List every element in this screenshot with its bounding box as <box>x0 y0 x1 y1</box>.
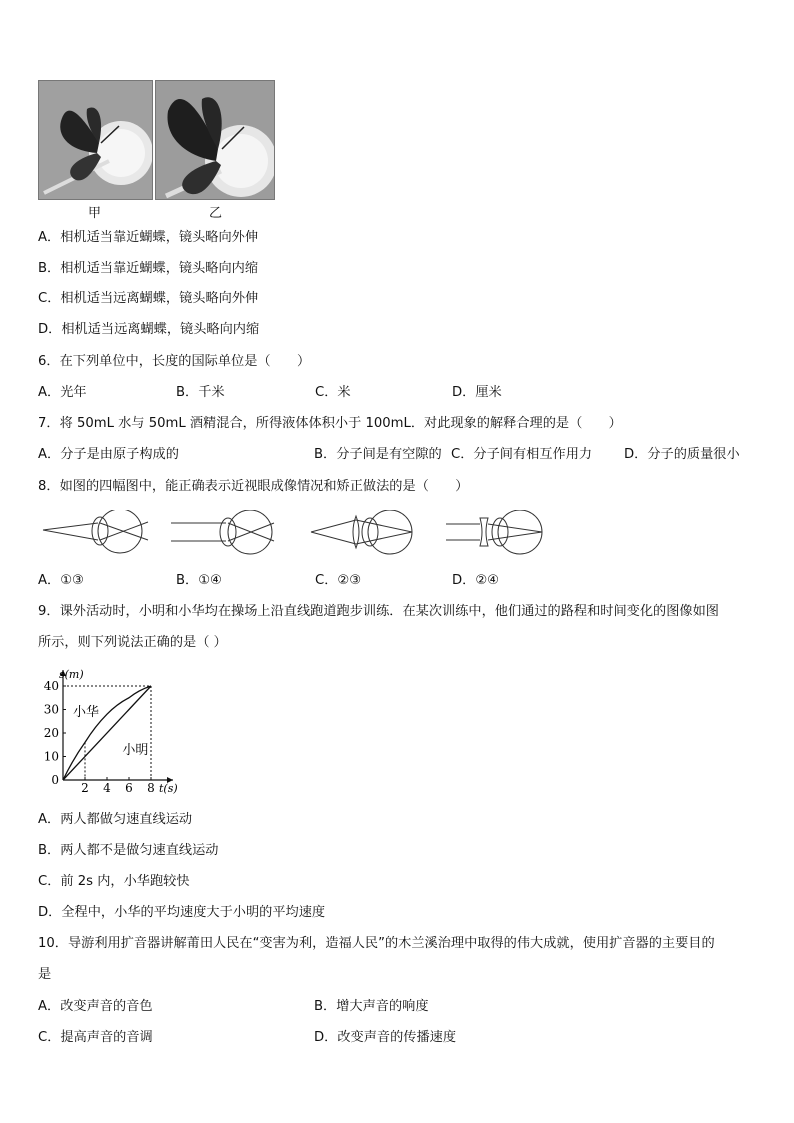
q8-stem: 8．如图的四幅图中，能正确表示近视眼成像情况和矫正做法的是（ ） <box>38 479 469 494</box>
q6-stem: 6．在下列单位中，长度的国际单位是（ ） <box>38 354 311 369</box>
x-tick-label: 6 <box>125 781 133 795</box>
q8-option-b: B．①④ <box>176 573 222 588</box>
y-axis-label: s(m) <box>59 668 84 681</box>
q7-option-c: C．分子间有相互作用力 <box>451 447 593 462</box>
caption-yi: 乙 <box>209 206 223 221</box>
q5-option-b: B．相机适当靠近蝴蝶，镜头略向内缩 <box>38 261 259 276</box>
q10-option-b: B．增大声音的响度 <box>314 999 429 1014</box>
y-tick-label: 10 <box>43 749 59 764</box>
q10-option-d: D．改变声音的传播速度 <box>314 1030 457 1045</box>
q9-option-b: B．两人都不是做匀速直线运动 <box>38 843 219 858</box>
eye-diagrams <box>38 510 558 560</box>
q10-option-c: C．提高声音的音调 <box>38 1030 153 1045</box>
distance-time-chart <box>30 662 200 802</box>
q6-option-b: B．千米 <box>176 385 225 400</box>
x-tick-label: 8 <box>147 781 155 795</box>
q8-option-d: D．②④ <box>452 573 499 588</box>
q7-option-d: D．分子的质量很小 <box>624 447 740 462</box>
y-tick-label: 40 <box>43 679 59 693</box>
chart-labels <box>59 668 178 795</box>
butterfly-photo-jia <box>38 80 153 200</box>
eye-diagram-1 <box>43 510 148 553</box>
chart-ticks <box>44 679 155 795</box>
butterfly-image-jia <box>39 81 152 199</box>
q6-option-c: C．米 <box>315 385 351 400</box>
q9-option-c: C．前 2s 内，小华跑较快 <box>38 874 190 889</box>
butterfly-image-yi <box>156 81 274 199</box>
series-line-xiaoming <box>63 686 151 780</box>
q10-stem-line1: 10．导游利用扩音器讲解莆田人民在“变害为利，造福人民”的木兰溪治理中取得的伟大成就，使用扩音器的主要目的 <box>38 936 715 951</box>
q9-option-d: D．全程中，小华的平均速度大于小明的平均速度 <box>38 905 326 920</box>
x-axis-label: t(s) <box>159 782 178 795</box>
butterfly-photo-yi <box>155 80 275 200</box>
q7-stem: 7．将 50mL 水与 50mL 酒精混合，所得液体体积小于 100mL．对此现象的解释合理的是（ ） <box>38 416 622 431</box>
q8-option-a: A．①③ <box>38 573 84 588</box>
caption-jia: 甲 <box>88 206 102 221</box>
q6-option-d: D．厘米 <box>452 385 502 400</box>
q10-stem-line2: 是 <box>38 967 52 982</box>
q7-option-b: B．分子间是有空隙的 <box>314 447 442 462</box>
q5-option-a: A．相机适当靠近蝴蝶，镜头略向外伸 <box>38 230 259 245</box>
chart-series <box>63 686 151 780</box>
eye-diagram-4 <box>446 510 542 554</box>
q6-option-a: A．光年 <box>38 385 87 400</box>
q9-stem-line1: 9．课外活动时，小明和小华均在操场上沿直线跑道跑步训练．在某次训练中，他们通过的路程和时间变化的图像如图 <box>38 604 719 619</box>
q5-option-d: D．相机适当远离蝴蝶，镜头略向内缩 <box>38 322 260 337</box>
q9-stem-line2: 所示，则下列说法正确的是（ ） <box>38 635 227 650</box>
x-tick-label: 4 <box>103 781 111 795</box>
y-tick-label: 20 <box>43 726 59 740</box>
eye-diagram-2 <box>171 510 274 554</box>
q10-option-a: A．改变声音的音色 <box>38 999 153 1014</box>
q9-option-a: A．两人都做匀速直线运动 <box>38 812 193 827</box>
y-tick-label: 30 <box>43 702 59 717</box>
y-tick-label: 0 <box>51 773 59 787</box>
eye-diagram-3 <box>311 510 412 554</box>
q5-option-c: C．相机适当远离蝴蝶，镜头略向外伸 <box>38 291 259 306</box>
x-tick-label: 2 <box>81 781 89 795</box>
series-label-xiaohua: 小华 <box>73 705 100 721</box>
q8-option-c: C．②③ <box>315 573 362 588</box>
chart-axes <box>60 670 173 783</box>
q7-option-a: A．分子是由原子构成的 <box>38 447 179 462</box>
series-label-xiaoming: 小明 <box>122 742 149 758</box>
